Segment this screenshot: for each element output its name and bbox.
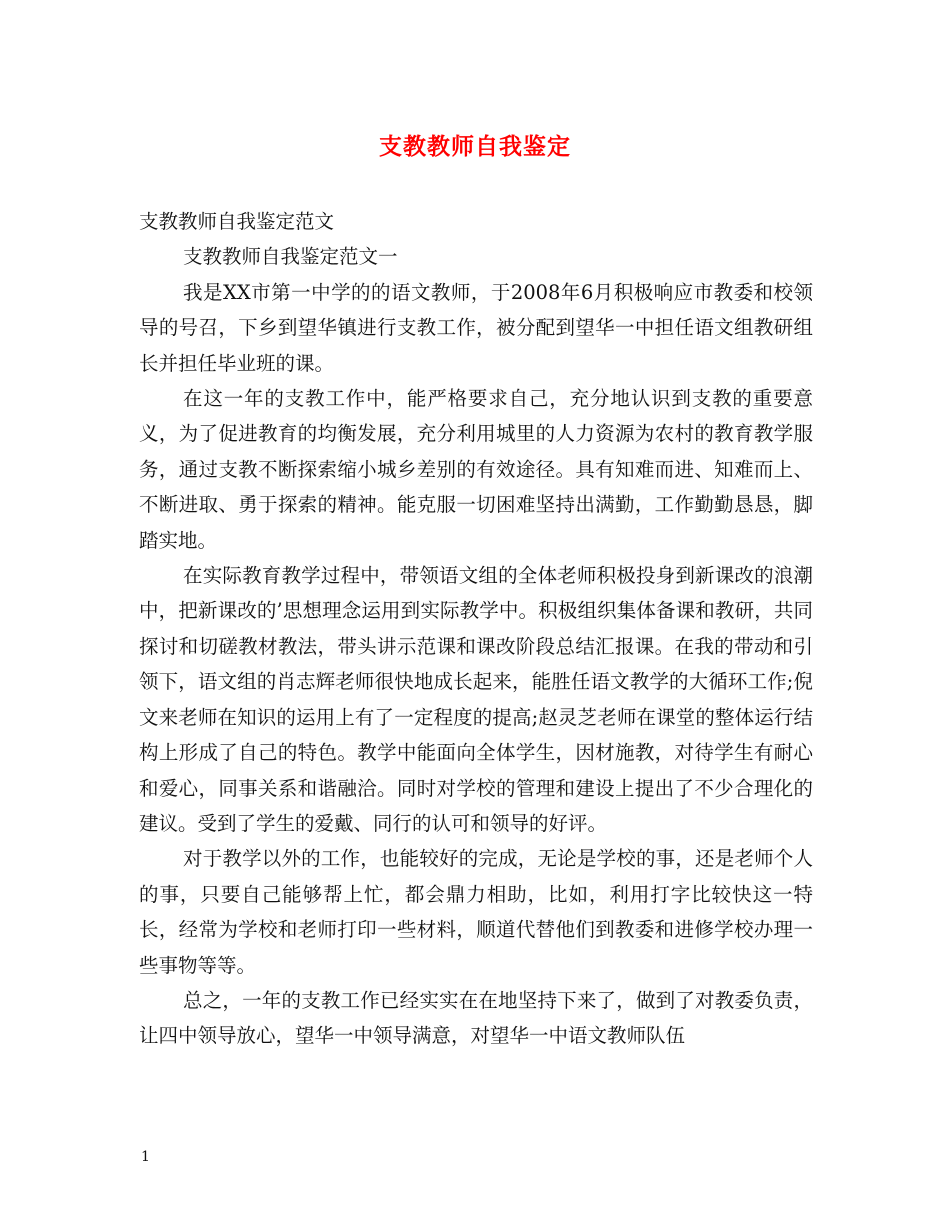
paragraph-1: 我是XX市第一中学的的语文教师，于2008年6月积极响应市教委和校领导的号召，下乡到望华镇进行支教工作，被分配到望华一中担任语文组教研组长并担任毕业班的课。 <box>139 280 813 375</box>
document-heading: 支教教师自我鉴定范文 <box>139 210 335 233</box>
page-number: 1 <box>141 1149 150 1165</box>
document-body <box>139 204 813 1054</box>
document-title: 支教教师自我鉴定 <box>379 133 571 160</box>
paragraph-3: 在实际教育教学过程中，带领语文组的全体老师积极投身到新课改的浪潮中，把新课改的’思想理念运用到实际教学中。积极组织集体备课和教研，共同探讨和切磋教材教法，带头讲示范课和课改阶段总结汇报课。在我的带动和引领下，语文组的肖志辉老师很快地成长起来，能胜任语文教学的大循环工作;倪文来老师在知识的运用上有了一定程度的提高;赵灵芝老师在课堂的整体运行结构上形成了自己的特色。教学中能面向全体学生，因材施教，对待学生有耐心和爱心，同事关系和谐融洽。同时对学校的管理和建设上提出了不少合理化的建议。受到了学生的爱戴、同行的认可和领导的好评。 <box>139 564 813 835</box>
document-subheading: 支教教师自我鉴定范文一 <box>183 245 398 269</box>
paragraph-4: 对于教学以外的工作，也能较好的完成，无论是学校的事，还是老师个人的事，只要自己能够帮上忙，都会鼎力相助，比如，利用打字比较快这一特长，经常为学校和老师打印一些材料，顺道代替他们到教委和进修学校办理一些事物等等。 <box>139 847 813 977</box>
paragraph-5: 总之，一年的支教工作已经实实在在地坚持下来了，做到了对教委负责，让四中领导放心，望华一中领导满意，对望华一中语文教师队伍 <box>139 988 813 1048</box>
paragraph-2: 在这一年的支教工作中，能严格要求自己，充分地认识到支教的重要意义，为了促进教育的均衡发展，充分利用城里的人力资源为农村的教育教学服务，通过支教不断探索缩小城乡差别的有效途径。具有知难而进、知难而上、不断进取、勇于探索的精神。能克服一切困难坚持出满勤，工作勤勤恳恳，脚踏实地。 <box>139 387 813 552</box>
